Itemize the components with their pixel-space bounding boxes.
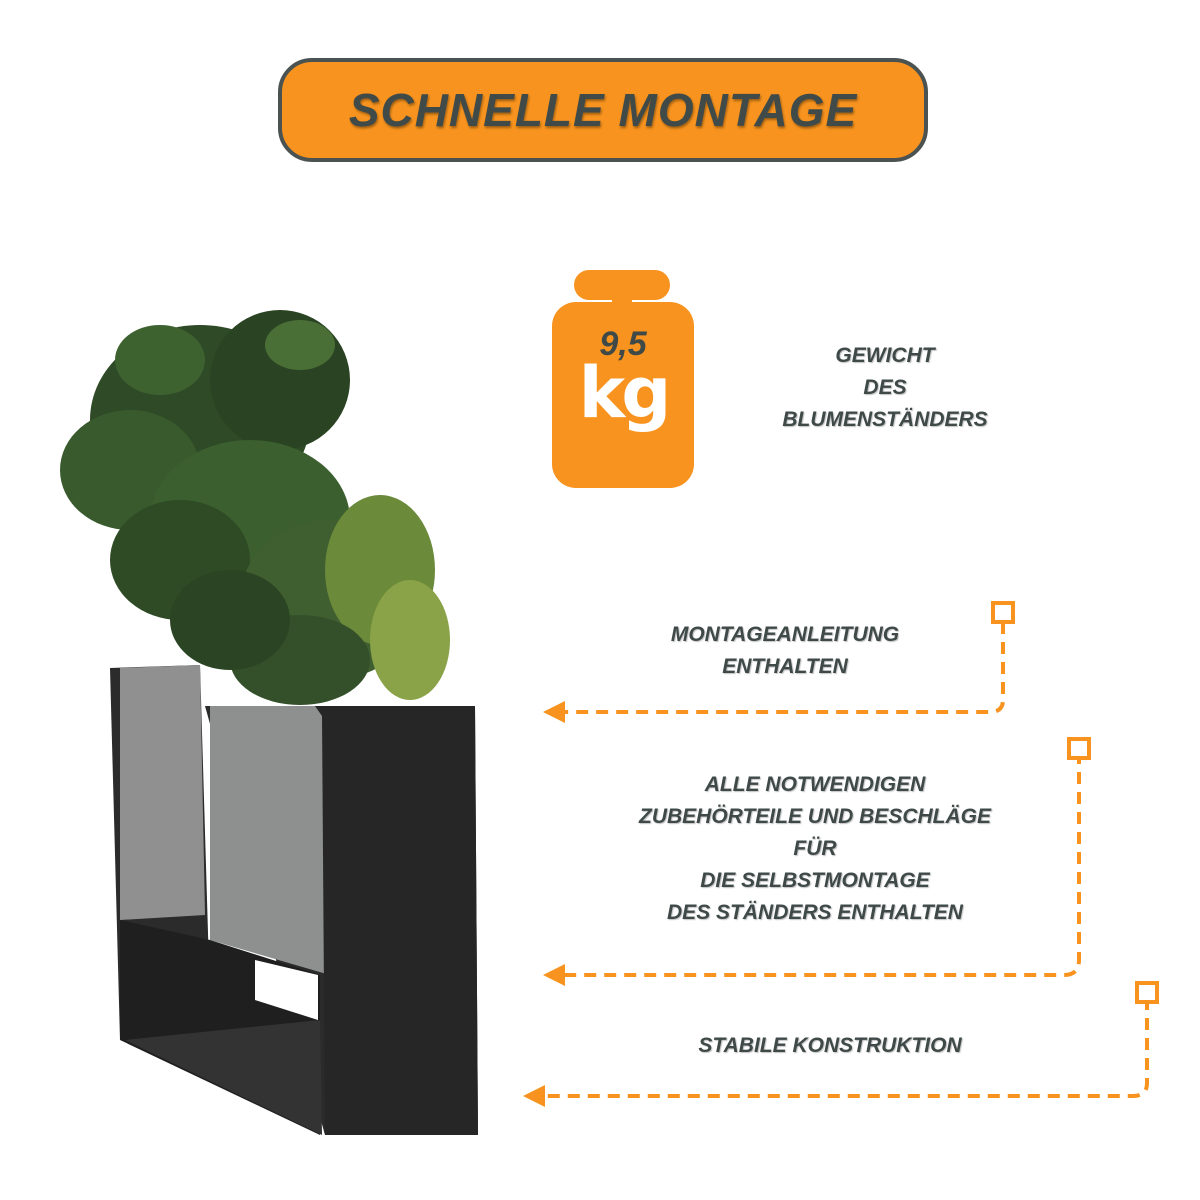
feature-accessories <box>590 769 1040 929</box>
weight-caption-line: DES <box>863 376 907 399</box>
feature-stable <box>640 1030 1020 1062</box>
feature-line: DIE SELBSTMONTAGE <box>700 869 930 892</box>
plant-icon <box>60 310 450 705</box>
arrow-head-3 <box>523 1085 545 1107</box>
weight-unit: kg <box>578 352 668 434</box>
feature-line: ZUBEHÖRTEILE UND BESCHLÄGE <box>639 805 991 828</box>
planter-cabinet <box>110 665 478 1135</box>
weight-caption <box>760 340 1010 436</box>
arrow-head-2 <box>543 964 565 986</box>
feature-line: STABILE KONSTRUKTION <box>698 1034 962 1057</box>
weight-value: 9,5 <box>599 325 647 363</box>
feature-line: DES STÄNDERS ENTHALTEN <box>667 901 963 924</box>
arrow-head-1 <box>543 701 565 723</box>
connector-node-2 <box>1069 739 1089 758</box>
weight-caption-line: BLUMENSTÄNDERS <box>782 408 988 431</box>
weight-caption-line: GEWICHT <box>835 344 935 367</box>
feature-line: ENTHALTEN <box>722 655 848 678</box>
connector-node-3 <box>1137 983 1157 1002</box>
weight-badge <box>552 270 694 488</box>
feature-line: ALLE NOTWENDIGEN <box>704 773 926 796</box>
feature-instructions <box>630 619 940 683</box>
feature-line: MONTAGEANLEITUNG <box>670 623 900 646</box>
connector-node-1 <box>993 603 1013 622</box>
feature-line: FÜR <box>793 837 837 860</box>
page-title: SCHNELLE MONTAGE <box>348 84 858 136</box>
